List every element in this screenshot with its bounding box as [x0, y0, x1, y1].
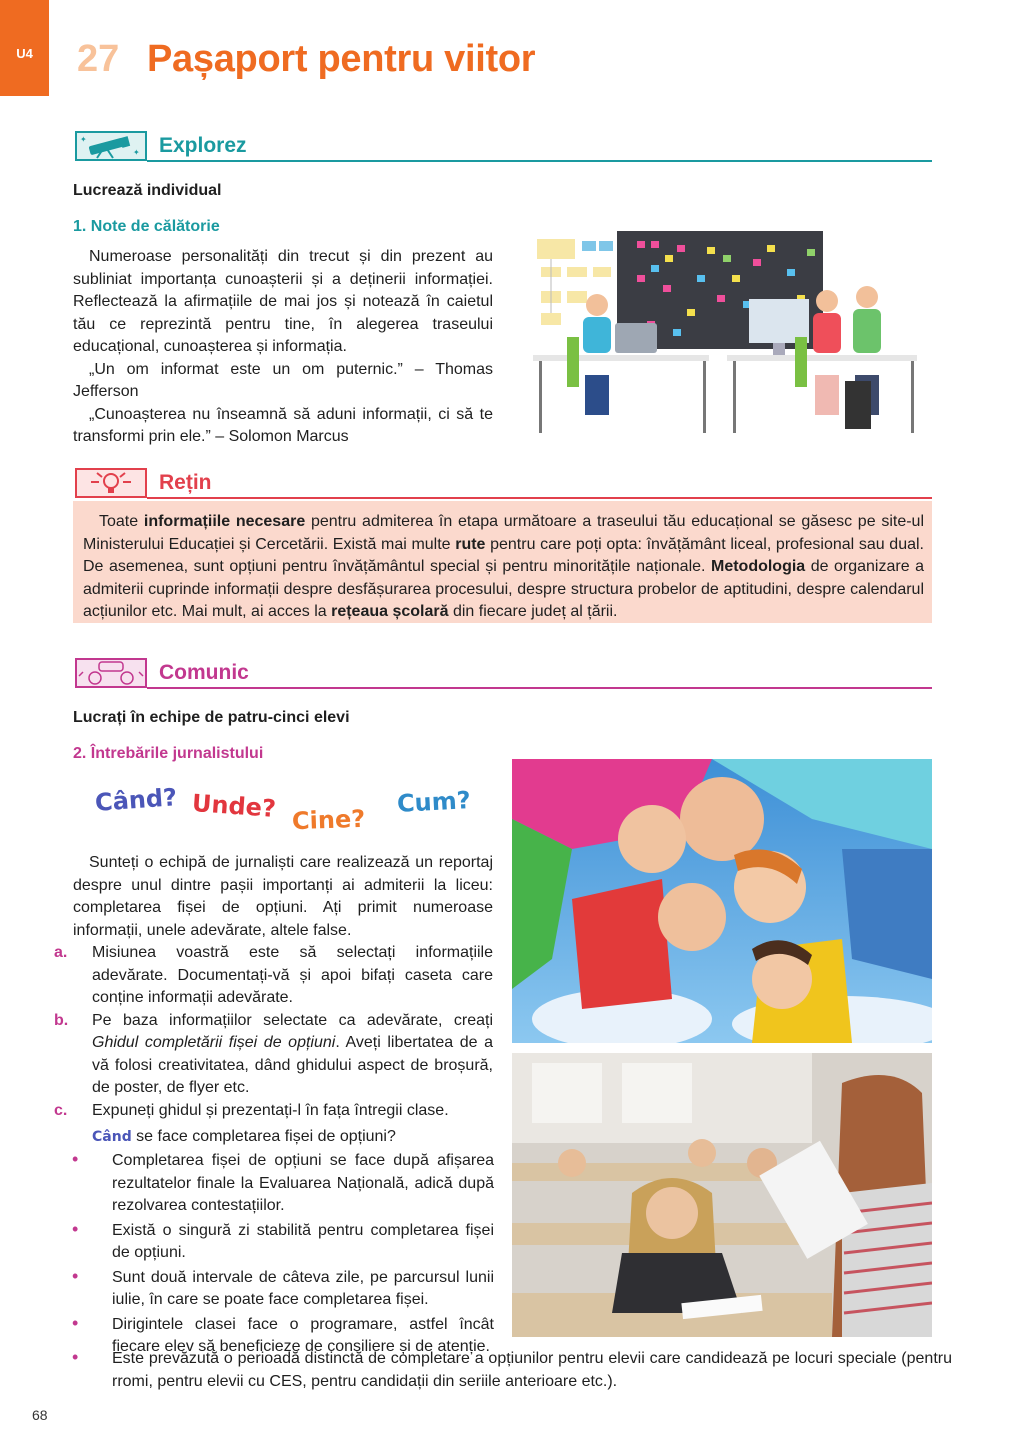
retin-box [73, 501, 932, 623]
list-item-text: . Aveți libertatea de a vă folosi creativitatea, dând ghidului aspect de broșură, de poster, de flyer etc. [92, 1034, 493, 1096]
option-text: Completarea fișei de opțiuni se face după afișarea rezultatelor finale la Evaluarea Națională, adică după rezolvarea contestațiilor. [112, 1152, 494, 1214]
question-word: Cum? [396, 786, 472, 818]
exercise-title: 2. Întrebările jurnalistului [73, 745, 264, 762]
list-item-text: Pe baza informațiilor selectate ca adevărate, creați [92, 1011, 493, 1029]
list-item [54, 1010, 493, 1100]
list-item [54, 1100, 493, 1123]
section-divider [147, 497, 932, 499]
list-letter: c. [54, 1101, 68, 1119]
retin-bold: informațiile necesare [143, 513, 306, 530]
retin-bold: Metodologia [710, 558, 806, 575]
work-mode-label: Lucrează individual [73, 182, 222, 199]
svg-text:✦: ✦ [80, 135, 87, 144]
classroom-photo [512, 1053, 932, 1337]
bullet-list [72, 1148, 494, 1359]
section-title-explorez: Explorez [159, 134, 247, 157]
bullet-icon: • [72, 1265, 79, 1286]
bullet-icon: • [72, 1312, 79, 1333]
retin-text: din fiecare județ al țării. [448, 603, 618, 620]
checkbox-option[interactable] [72, 1218, 494, 1265]
exercise-title: 1. Note de călătorie [73, 218, 220, 235]
office-illustration [527, 225, 927, 440]
section-divider [147, 687, 932, 689]
exercise-body [54, 852, 493, 1122]
quote: „Un om informat este un om puternic.” – Thomas Jefferson [73, 360, 493, 400]
lightbulb-icon [75, 468, 147, 498]
option-text: Există o singură zi stabilită pentru completarea fișei de opțiuni. [112, 1221, 494, 1261]
section-divider [147, 160, 932, 162]
work-mode-label: Lucrați în echipe de patru-cinci elevi [73, 709, 350, 726]
quote: „Cunoașterea nu înseamnă să aduni informații, ci să te transformi prin ele.” – Solomon Marcus [73, 405, 493, 445]
page-number: 68 [32, 1407, 48, 1423]
list-item-text: Misiunea voastră este să selectați informațiile adevărate. Documentați-vă și apoi bifați caseta care conține informații adevărate. [92, 944, 493, 1006]
exercise-paragraph: Numeroase personalități din trecut și din prezent au subliniat importanța cunoașterii și a deținerii informației. Reflectează la afirmațiile de mai jos și notează în caietul tău ce reprezintă pentru tine, în alegerea traseului educațional, cunoașterea și informația. [73, 248, 493, 355]
exercise-body [73, 246, 493, 449]
option-text: Este prevăzută o perioadă distinctă de completare a opțiunilor pentru elevii care candidează pe locuri speciale (pentru rromi, pentru elevii cu CES, pentru candidații din seriile anterioare etc.). [112, 1350, 952, 1390]
telescope-icon [75, 131, 147, 161]
bullet-icon: • [72, 1218, 79, 1239]
retin-bold: rute [455, 535, 486, 553]
lesson-title: Pașaport pentru viitor [147, 38, 536, 80]
list-item [54, 942, 493, 1010]
question-word: Când? [94, 783, 178, 817]
list-letter: b. [54, 1011, 69, 1029]
lesson-number: 27 [77, 38, 120, 80]
list-item-text: Expuneți ghidul și prezentați-l în fața întregii clase. [92, 1101, 449, 1119]
section-title-comunic: Comunic [159, 661, 249, 684]
students-huddle-photo [512, 759, 932, 1043]
question-highlight: Când [92, 1129, 132, 1145]
question-text: se face completarea fișei de opțiuni? [131, 1128, 396, 1145]
question-line [92, 1126, 494, 1149]
retin-text: pentru admiterea în etapa următoare a traseului tău educațional se găsesc pe site-ul Ministerului Educației și Cercetării. Există mai multe [83, 513, 925, 553]
list-letter: a. [54, 944, 68, 961]
question-word: Unde? [191, 789, 277, 823]
checkbox-option[interactable] [72, 1148, 494, 1218]
option-text: Sunt două intervale de câteva zile, pe parcursul lunii iulie, în care se poate face completarea fișei. [112, 1268, 494, 1308]
retin-text: pentru care poți opta: învățământ liceal, profesional sau dual. De asemenea, sunt opțiuni pentru învățământul special și pentru minoritățile naționale. [83, 535, 924, 575]
option-text: Dirigintele clasei face o programare, astfel încât fiecare elev să beneficieze de consiliere și de atenție. [112, 1315, 494, 1355]
question-word: Cine? [291, 804, 366, 836]
svg-text:✦: ✦ [133, 148, 140, 157]
section-title-retin: Rețin [159, 471, 212, 494]
exercise-intro: Sunteți o echipă de jurnaliști care realizează un reportaj despre unul dintre pașii importanți ai admiterii la liceu: completarea fișei de opțiuni. Ați primit numeroase informații, unele adevărate, altele false. [73, 854, 493, 939]
checkbox-option[interactable] [72, 1346, 952, 1393]
retin-bold: rețeaua școlară [331, 603, 449, 620]
retin-text: de organizare a admiterii cuprinde informații despre desfășurarea procesului, despre structura probelor de aptitudini, despre calendarul acțiunilor etc. Mai mult, ai acces la [83, 558, 925, 620]
unit-tab: U4 [0, 0, 49, 96]
retin-text: Toate [99, 513, 144, 530]
guide-title: Ghidul completării fișei de opțiuni [92, 1034, 336, 1051]
bullet-icon: • [72, 1347, 79, 1367]
speech-bubbles-icon [75, 658, 147, 688]
checkbox-option[interactable] [72, 1265, 494, 1312]
bullet-icon: • [72, 1149, 79, 1169]
